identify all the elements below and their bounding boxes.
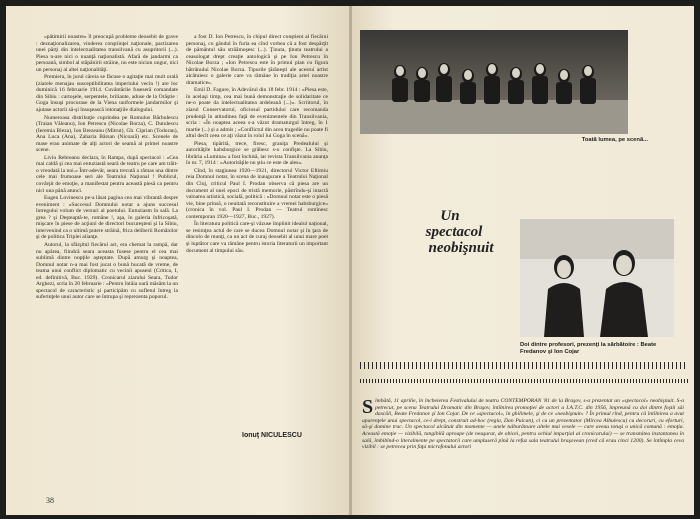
article-body: [362, 398, 684, 451]
photo-caption: Toată lumea, pe scenă...: [581, 137, 648, 143]
paragraph: În literatura politică care-şi văzuse împlinit idealul naţional, se resimţea actul de care se ducea Domnul notar şi în ţara de dincolo de munţi, ca un act de curaj deosebit al unui mare poet şi luptător care va rămâne pentru istoria literaturii un important document al timpului său.: [186, 221, 328, 254]
author-signature: Ionuţ NICULESCU: [242, 432, 302, 439]
paragraph: a fost D. Ion Petrescu, în chipul direct conştient al fiecărui personaj, cu gândul în furia ea cînd vorbea că a fost despărţit de pământul său străămoşesc (...). Ţinuta, ţinuta teatrului a ceasologat drept creaţie antologică şi pe Ion Petrescu în Nicolae Borza ; «Ion Petrescu este în primul plan cu figura bătrânului Nicolae Borza. Tipurile ţărăneşti ale acestui artist alcătuiesc o galerie care va rămâne în tradiţia artei noastre dramatice».: [186, 34, 328, 86]
right-page: [352, 6, 694, 515]
article-title: [400, 208, 500, 256]
paragraph: Cînd, în stagiunea 1920—1921, directorul Victor Eftimiu reia Domnul notar, în scena de inaugurare a Teatrului Naţional din Cluj, criticul Paul I. Prodan observa că piesa are un document al unei epoci de tristă memorie, păstrîndu-şi intactă valoarea artistică, socială, politică : «Domnul notar este o piesă vie, bine prinsă, o neuitată reconstituire a vremei habsburgice» (cronica în vol. Paul I. Prodan — Teatrul romînesc contemporan 1920—1927, Buc., 1927).: [186, 167, 328, 220]
book-spread: [6, 6, 694, 515]
paragraph: «pătimirii noastre» îl preocupă probleme deosebit de grave : deznaţionalizarea, vinderea conştiinţei naţionale, pactizarea unei părţi din intelectualitatea transilvană cu asupritorii (...). Piesa n-are nici o nuanţă naţionalistă. Afară de jandarmi ca persoană, simbol al stăpânirii străine, nu este niciun ungur, nici un personaj al altei naţionalităţi.: [36, 34, 178, 73]
decorative-band: [360, 362, 688, 369]
article-column-1: [36, 34, 178, 504]
title-line: neobişnuit: [428, 240, 494, 256]
paragraph: Numeroasa distribuţie cuprindea pe Romulus Bărbulescu (Traian Văleanu), Ion Petrescu (Nicolae Borza), C. Dutulescu (Ieremia Bleza), Ion Brezeanu (Mitrut), Gh. Ciprian (Todoran), Ana Luca (Ana), Zaharia Bârsan (Nicoară) etc. Scenele de mase erau animate de alţi actori de seamă ai primei noastre scene.: [36, 114, 178, 154]
paragraph: Liviu Rebreanu declara, în Rampa, după spectacol : «Cea mai caldă şi cea mai entuziastă seară de teatru pe care am trăit-o vreodată la noi.» Într-adevăr, seara trecută a rămas una dintre cele mai frumoase seri ale Teatrului Naţional ! Publicul, covârşit de emoţie, a manifestat pentru această piesă ca pentru nici una până atunci.: [36, 154, 178, 194]
article-text: îmbătă, 11 aprilie, în încheierea Festivalului de teatru CONTEMPORAN '81 de la Braşov, s-a prezentat un «spectacol» neobişnuit. S-a petrecut, pe scena Teatrului Dramatic din Braşov, întîlnirea promoţiei de actori a I.A.T.C. din 1956, împreună cu doi dintre foştii săi dascăli, Beate Fredanov şi Ion Cojar. De ce «spectacol», în ghilimele, şi de ce «neobişnuit» ? În primul rînd, pentru că întîlnirea a avut aparenţele unui spectacol, ce-i drept, construit ad-hoc (regia, Dan Puican), ci cu un prezentator (Mircea Albulescu) cu decoruri, cu eforturi, să-şi domine trac. Un spectacol alcătuit din momente — unele tulburătoare altele mai vesele — care aveau totuşi o unică comună : emoţia. Această emoţie — vizibilă, tangibilă aproape (de neuşurat, de obicei, pentru ochiul imparţial al cronicarului) — se transmitea instantaneu în sală, îmbibînd-o literalmente pe spectatorii care umpluseră pînă la refuz sala teatrului braşovean (cred că erau cinci 1200). Se întîmpla ceva vizibil : se petrecea prin faţa microfonului actori: [362, 398, 684, 451]
paragraph: Eugen Lovinescu pe-a lăsat pagina cea mai vibrantă despre eveniment : «Succesul Domnului notar a ajuns succesul întregului volum de versuri al poetului. Entuziasm în sală. La grea ? şi Deşteaptă-te, române !, aşa, în galeria înfricoşată, mişcare în piese de acţiuni de directori bucureşteni şi la Sibiu, intervenind ca o ultimă putere străină, frica deliberii Românilor şi de politica Triplei alianţe.: [36, 195, 178, 241]
paragraph: Piesa, tipărită, trece, firesc, graniţa Predealului şi autorităţile habsburgice se grăbesc s-o confişte. La Sibiu, librăria «Lumina» a fost închisă, iar revista Transilvania anunţa în nr. 7, 1914 : «Autorităţile nu ştiu ce este de ales».: [186, 140, 328, 167]
paragraph: Premiera, în jurul căreia se făcuse o agitaţie mai mult orală (ziarele menajau susceptibilitatea imperiului vecin !) are loc duminică 16 februarie 1914. Cuvântările fuseseră comandate din Sibiu : cartoşele, serpentele, briliante, aduse de la Orăştie : Goga însuşi procurase de la Viena uniformele jandarmilor şi ajutase actorii să-şi însuşească intonaţiile dialogului.: [36, 74, 178, 114]
decorative-band: [360, 379, 688, 383]
paragraph: Autorul, la sfârşitul fiecărui act, era chemat la rampă, dar nu apărea, fiindcă seara aceasta fusese pentru el cea mai sublimă dintre nopţile aşteptate. După amurg şi noaptea, Domnul notar n-a mai fost jucat o bună bucată de vreme, de teama unui conflict diplomatic cu vecinii apuseni (Critica, I, ed. definitivă, Buc. 1929). Cronicarul ziarului Seara, Tudor Arghezi, scria în 20 februarie : «Pentru întâia oară măsăm la un spectacol de caracteristic şi participăm cu sufletul întreg la suferinţele unui autor care se întrupa şi reprezenta poporul.: [36, 241, 178, 301]
paragraph: Emil D. Fagure, în Adevărul din 18 febr. 1914 : «Piesa este, în acelaşi timp, cea mai bună demonstraţie de solidaritate ce ne-o poate da intelectualitatea ardeleană (...)». Scriitorul, în ziarul Conservatorul, oficiosul partidului care recomanda prudenţă în atitudinea faţă de evenimentele din Transilvania, scria : «În noaptea aceea s-a văzut dramaturgul întreg, în 1 martie (...) şi a admis ; «Conflictul din acea tragedie nu poate fi altul decît ceea ce aţi văzut în rolul lui Goga în scenă».: [186, 87, 328, 140]
page-number: 38: [46, 496, 54, 505]
drop-cap: S: [362, 396, 374, 418]
left-page: [6, 6, 350, 515]
title-line: spectacol: [425, 224, 483, 240]
group-photo: [360, 30, 628, 134]
article-column-2: [186, 34, 328, 439]
title-line: Un: [440, 208, 460, 224]
portrait-photo: [520, 219, 674, 337]
photo-caption: Doi dintre profesori, prezenţi la sărbătoire : Beate Fredanov şi Ion Cojar: [520, 342, 657, 355]
